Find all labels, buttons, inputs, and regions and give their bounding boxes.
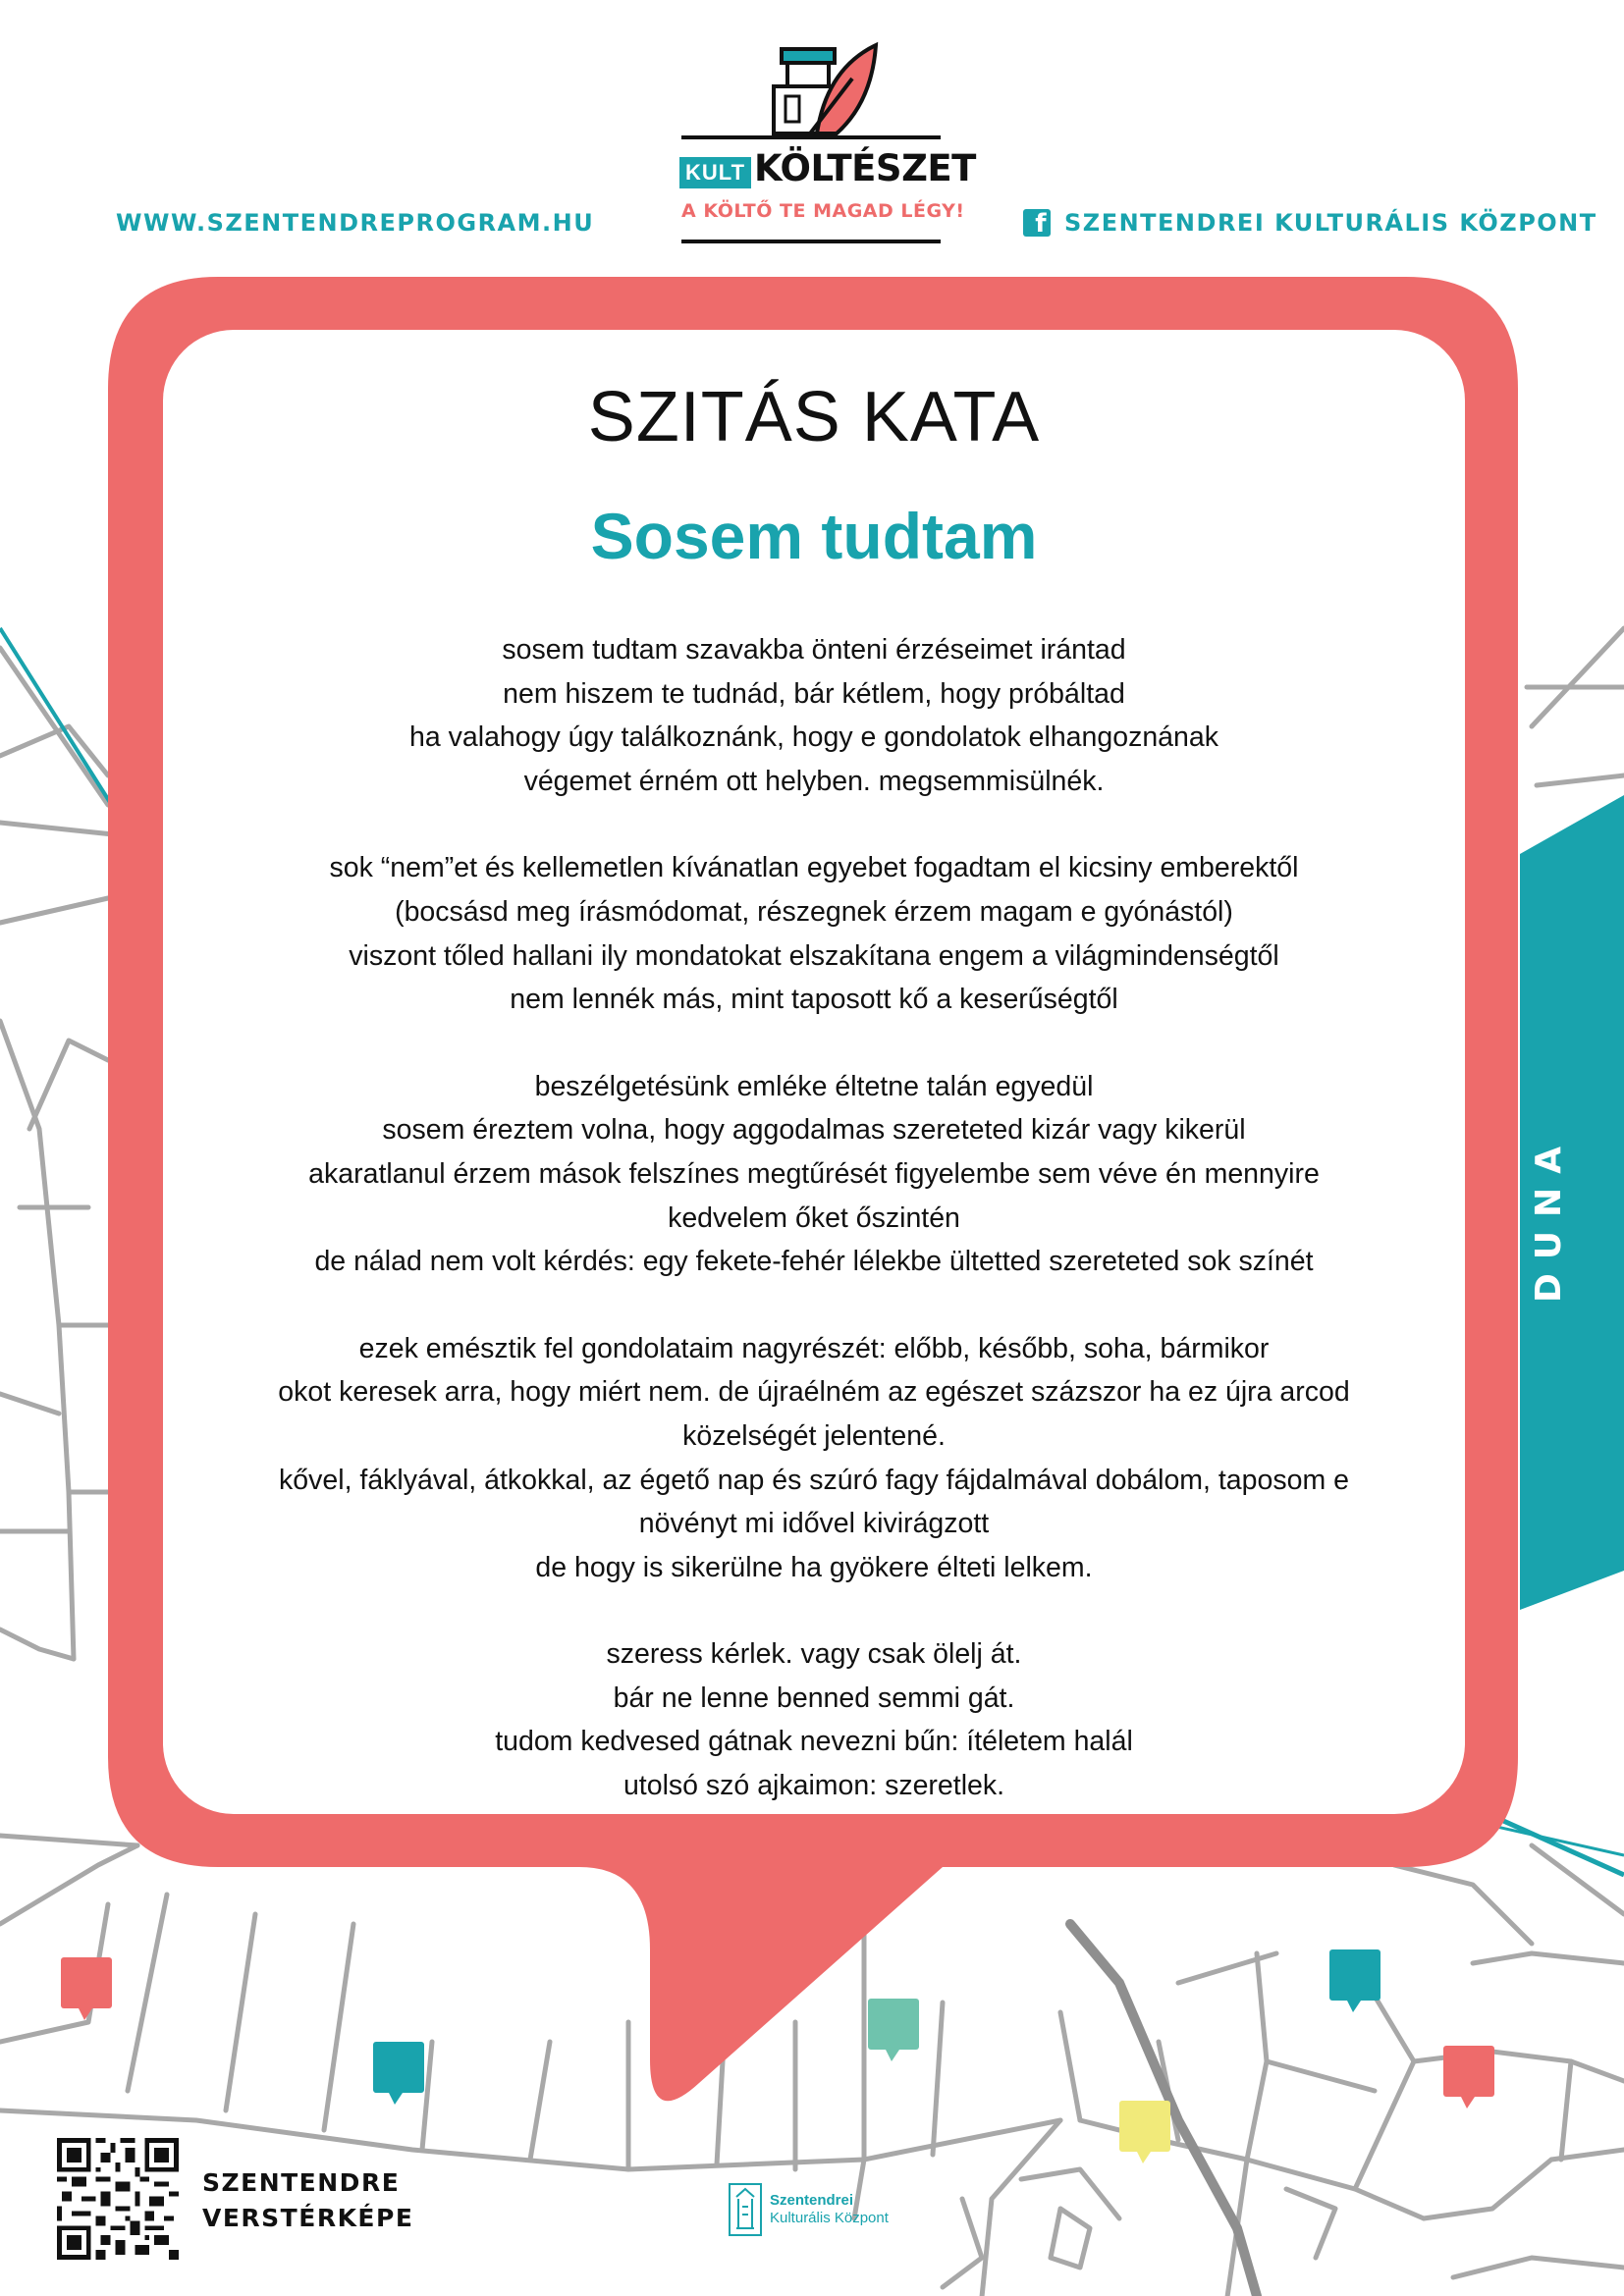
building-icon — [729, 2183, 762, 2236]
facebook-link[interactable] — [1023, 209, 1597, 237]
poem-stanza — [163, 846, 1465, 1021]
poem-line: végemet érném ott helyben. megsemmisülnék. — [523, 765, 1105, 797]
qr-code-icon[interactable] — [57, 2138, 179, 2260]
poem-line: nem lennék más, mint taposott kő a keserűségtől — [510, 984, 1118, 1016]
poem-line: szeress kérlek. vagy csak ölelj át. — [606, 1638, 1022, 1671]
poem-line: bár ne lenne benned semmi gát. — [613, 1682, 1015, 1714]
org-name-line1: Szentendrei — [770, 2192, 854, 2209]
speech-bubble-marker-icon — [868, 1999, 919, 2061]
poem-line: közelségét jelentené. — [682, 1419, 946, 1452]
facebook-icon: f — [1023, 209, 1051, 237]
org-name-line2: Kulturális Központ — [770, 2210, 889, 2226]
poem-line: ha valahogy úgy találkoznánk, hogy e gondolatok elhangoznának — [409, 721, 1218, 754]
poem-stanza — [163, 1632, 1465, 1807]
river-label: DUNA — [1529, 1132, 1570, 1303]
speech-bubble-marker-icon — [1329, 1949, 1380, 2012]
poem-line: tudom kedvesed gátnak nevezni bűn: ítéletem halál — [495, 1726, 1133, 1758]
poem-stanza — [163, 628, 1465, 803]
poem-stanza — [163, 1065, 1465, 1284]
poem-line: utolsó szó ajkaimon: szeretlek. — [623, 1770, 1005, 1802]
speech-bubble-marker-icon — [61, 1957, 112, 2020]
speech-bubble-marker-icon — [373, 2042, 424, 2105]
speech-bubble-marker-icon — [1443, 2046, 1494, 2109]
map-title — [202, 2165, 413, 2236]
poem-line: növényt mi idővel kivirágzott — [638, 1508, 990, 1540]
facebook-label: SZENTENDREI KULTURÁLIS KÖZPONT — [1064, 209, 1597, 237]
poem-line: sosem tudtam szavakba önteni érzéseimet irántad — [502, 634, 1126, 666]
website-link[interactable]: WWW.SZENTENDREPROGRAM.HU — [116, 209, 595, 237]
poem-line: kedvelem őket őszintén — [668, 1201, 960, 1234]
map-title-line2: VERSTÉRKÉPE — [202, 2204, 414, 2232]
poem-line: akaratlanul érzem mások felszínes megtűrését figyelembe sem véve én mennyire — [308, 1157, 1320, 1190]
logo-kult-badge: KULT — [679, 157, 751, 188]
poem-line: ezek emésztik fel gondolataim nagyrészét: előbb, később, soha, bármikor — [358, 1332, 1270, 1364]
szentendrei-kulturalis-kozpont-logo — [729, 2183, 889, 2236]
feather-pen-icon — [774, 45, 876, 137]
map-title-line1: SZENTENDRE — [202, 2168, 401, 2197]
org-name — [770, 2192, 889, 2227]
poem-line: okot keresek arra, hogy miért nem. de újraélném az egészet százszor ha ez újra arcod — [278, 1376, 1350, 1409]
logo-wordmark: KÖLTÉSZET — [754, 147, 976, 189]
poem-line: de hogy is sikerülne ha gyökere élteti lelkem. — [535, 1551, 1093, 1583]
poem-stanza — [163, 1327, 1465, 1590]
poem-line: sok “nem”et és kellemetlen kívánatlan egyebet fogadtam el kicsiny emberektől — [329, 852, 1299, 884]
poem-author: SZITÁS KATA — [587, 378, 1041, 456]
poem-line: kővel, fáklyával, átkokkal, az égető nap és szúró fagy fájdalmával dobálom, taposom e — [279, 1464, 1349, 1496]
poem-line: viszont tőled hallani ily mondatokat elszakítana engem a világmindenségtől — [349, 939, 1279, 972]
poem-line: sosem éreztem volna, hogy aggodalmas szereteted kizár vagy kikerül — [382, 1114, 1246, 1147]
poem-line: de nálad nem volt kérdés: egy fekete-fehér lélekbe ültetted szereteted sok színét — [314, 1246, 1314, 1278]
poem-line: (bocsásd meg írásmódomat, részegnek érzem magam e gyónástól) — [395, 895, 1233, 928]
poem-line: nem hiszem te tudnád, bár kétlem, hogy próbáltad — [503, 677, 1125, 710]
logo-tagline: A KÖLTŐ TE MAGAD LÉGY! — [681, 200, 965, 222]
poem-line: beszélgetésünk emléke éltetne talán egyedül — [534, 1070, 1094, 1102]
speech-bubble-marker-icon — [1119, 2101, 1170, 2163]
poem-body — [163, 628, 1465, 1851]
poem-title: Sosem tudtam — [590, 500, 1038, 572]
